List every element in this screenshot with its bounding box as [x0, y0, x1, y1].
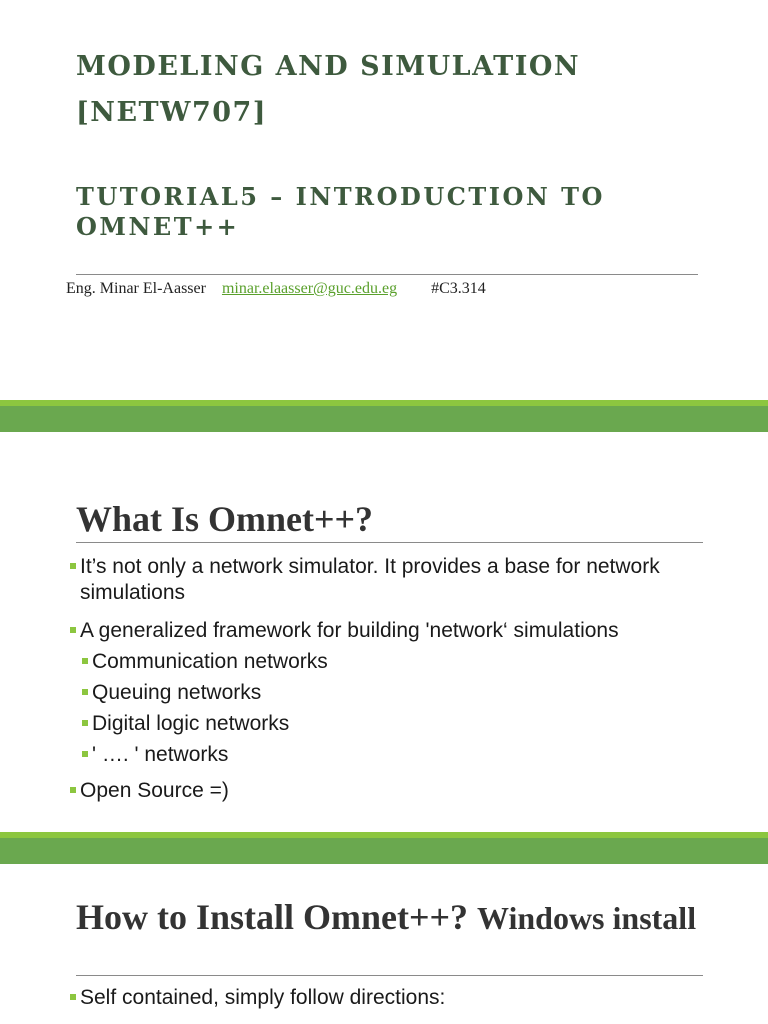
title-line-2: [NETW707] [76, 97, 268, 128]
presentation-subtitle [76, 182, 605, 242]
bullet-item: A generalized framework for building 'network‘ simulations [70, 618, 690, 644]
slide-heading [76, 898, 696, 937]
title-line-1: MODELING AND SIMULATION [76, 51, 581, 82]
email-link[interactable]: minar.elaasser@guc.edu.eg [221, 280, 398, 297]
heading-divider [76, 975, 703, 976]
title-slide [0, 0, 768, 400]
heading-divider [76, 542, 703, 543]
author-name: Eng. Minar El-Aasser [66, 280, 206, 297]
heading-main: How to Install Omnet++? [76, 897, 469, 937]
bullet-list [70, 554, 690, 804]
sub-bullet-item: ' …. ' networks [82, 742, 690, 768]
heading-small: Windows install [477, 900, 697, 936]
bullet-item: It’s not only a network simulator. It provides a base for network simulations [70, 554, 690, 606]
slide-heading: What Is Omnet++? [76, 499, 374, 539]
subtitle-line-2: OMNET++ [76, 212, 240, 241]
what-is-omnet-slide [0, 432, 768, 832]
bullet-list [70, 985, 690, 1011]
sub-bullet-item: Digital logic networks [82, 711, 690, 737]
subtitle-line-1: TUTORIAL5 – INTRODUCTION TO [76, 182, 605, 211]
author-line [66, 280, 486, 298]
office-room: #C3.314 [431, 280, 486, 297]
install-omnet-slide [0, 864, 768, 1024]
slide-separator-band [0, 406, 768, 432]
sub-bullet-item: Communication networks [82, 649, 690, 675]
slide-separator-band [0, 838, 768, 864]
sub-bullet-item: Queuing networks [82, 680, 690, 706]
bullet-item: Open Source =) [70, 778, 690, 804]
title-divider [76, 274, 698, 275]
presentation-title [76, 44, 580, 136]
bullet-item: Self contained, simply follow directions: [70, 985, 690, 1011]
